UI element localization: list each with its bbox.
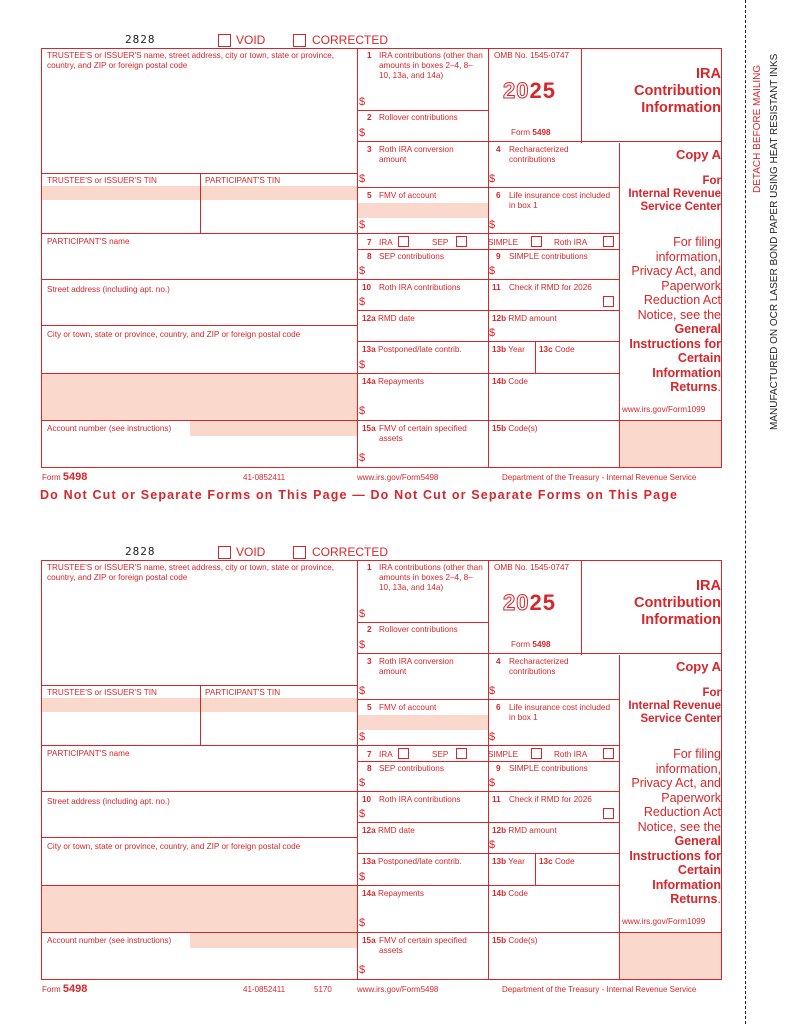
box4-label: Recharacterized contributions [509,145,569,164]
form-5498-copy: 2828 VOID CORRECTED TRUSTEE'S or ISSUER'S name, street address, city or town, state or province, country, and ZIP or foreign postal code TRUSTEE'S or ISSUER'S TIN PARTICIPANT'S TIN PARTICIPANT'S name Street address (including apt. no.) City or town, state or province, country, and ZIP or foreign postal code Account number (see instructions) 1 IRA contributions (other than amounts in boxes 2–4, 8–10, 13a, and 14a) $ 2 Rollover contributions $ OMB No. 1545-0747 2025 Form 5498 IRA Contribution Information 3 Roth IRA conversion amount $ 4 Recharacterized contributions $ 5 FMV of account $ 6 Life insurance cost included in box 1 $ 7 IRA SEP SIMPLE Roth IRA 8 SEP contributions $ 9 SIMPLE contributions $ 10 Roth IRA contributions $ 11 Check if RMD for 2026 12a RMD date 12b RMD amount $ 13a Postponed/late contrib. $ 13b Year 13c Code 14a Repayments $ 14b Code 15a FMV of certain specified assets $ 15b Code(s) Copy A For Internal Revenue Service Center For filing information, Privacy Act, and Paperwork Reduction Act Notice, see the General Instructions for Certain Information Returns. www.irs.gov/Form1099 Form 5498 41-0852411 www.irs.gov/Form5498 Department of the Treasury - Internal Revenue Service [42,33,721,483]
detach-notice: DETACH BEFORE MAILING [752,64,763,193]
form-5498-copy: 2828 VOID CORRECTED TRUSTEE'S or ISSUER'S name, street address, city or town, state or province, country, and ZIP or foreign postal code TRUSTEE'S or ISSUER'S TIN PARTICIPANT'S TIN PARTICIPANT'S name Street address (including apt. no.) City or town, state or province, country, and ZIP or foreign postal code Account number (see instructions) 1 IRA contributions (other than amounts in boxes 2–4, 8–10, 13a, and 14a) $ 2 Rollover contributions $ OMB No. 1545-0747 2025 Form 5498 IRA Contribution Information 3 Roth IRA conversion amount $ 4 Recharacterized contributions $ 5 FMV of account $ 6 Life insurance cost included in box 1 $ 7 IRA SEP SIMPLE Roth IRA 8 SEP contributions $ 9 SIMPLE contributions $ 10 Roth IRA contributions $ 11 Check if RMD for 2026 12a RMD date 12b RMD amount $ 13a Postponed/late contrib. $ 13b Year 13c Code 14a Repayments $ 14b Code 15a FMV of certain specified assets $ 15b Code(s) Copy A For Internal Revenue Service Center For filing information, Privacy Act, and Paperwork Reduction Act Notice, see the General Instructions for Certain Information Returns. www.irs.gov/Form1099 Form 5498 41-0852411 www.irs.gov/Form5498 Department of the Treasury - Internal Revenue Service 5170 [42,545,721,995]
footer-cat-no: 41-0852411 [243,985,286,994]
form-code: 2828 [125,545,156,558]
footer-cat-no: 41-0852411 [243,473,286,482]
form-code: 2828 [125,33,156,46]
trustee-tin-label: TRUSTEE'S or ISSUER'S TIN [47,176,157,185]
instructions-note: For filing information, Privacy Act, and Paperwork Reduction Act Notice, see the General Instructions for Certain Information Returns. [629,747,721,906]
trustee-label: TRUSTEE'S or ISSUER'S name, street address, city or town, state or province, country, and ZIP or foreign postal code [47,563,335,582]
corrected-label: CORRECTED [312,33,389,47]
box8-label: SEP contributions [379,764,444,773]
void-label: VOID [236,545,266,559]
do-not-cut-banner: Do Not Cut or Separate Forms on This Page — Do Not Cut or Separate Forms on This Page [40,488,679,502]
void-checkbox[interactable] [218,546,231,559]
corrected-label: CORRECTED [312,545,389,559]
box1-label: IRA contributions (other than amounts in boxes 2–4, 8–10, 13a, and 14a) [379,563,483,592]
box2-label: Rollover contributions [379,625,458,634]
footer-form: Form 5498 [42,471,88,483]
tax-year: 2025 [503,590,556,615]
tax-year: 2025 [503,78,556,103]
void-checkbox[interactable] [218,34,231,47]
footer-page-code: 5170 [314,985,332,994]
participant-tin-label: PARTICIPANT'S TIN [205,176,281,185]
form-title: IRA Contribution Information [634,578,721,628]
participant-name-label: PARTICIPANT'S name [47,749,130,758]
box9-label: SIMPLE contributions [509,252,588,261]
corrected-checkbox[interactable] [293,546,306,559]
box15a-label: FMV of certain specified assets [379,424,467,443]
footer-url[interactable]: www.irs.gov/Form5498 [357,985,439,994]
copy-label: Copy A [675,659,721,674]
city-label: City or town, state or province, country, and ZIP or foreign postal code [47,330,301,339]
form-number-label: Form 5498 [511,640,551,649]
box10-label: Roth IRA contributions [379,795,461,804]
box7-simple-checkbox[interactable] [531,748,542,759]
box15a-label: FMV of certain specified assets [379,936,467,955]
account-label: Account number (see instructions) [47,424,172,433]
box10-label: Roth IRA contributions [379,283,461,292]
box9-label: SIMPLE contributions [509,764,588,773]
box6-label: Life insurance cost included in box 1 [509,703,611,722]
for-irs-center: For Internal Revenue Service Center [628,175,721,213]
copy-label: Copy A [675,147,721,162]
form-title: IRA Contribution Information [634,66,721,116]
form-number-label: Form 5498 [511,128,551,137]
irs-url-1099[interactable]: www.irs.gov/Form1099 [622,405,706,414]
void-label: VOID [236,33,266,47]
city-label: City or town, state or province, country, and ZIP or foreign postal code [47,842,301,851]
box3-label: Roth IRA conversion amount [379,657,454,676]
footer-dept: Department of the Treasury - Internal Revenue Service [502,985,697,994]
box7-ira-checkbox[interactable] [398,236,409,247]
trustee-tin-label: TRUSTEE'S or ISSUER'S TIN [47,688,157,697]
box3-label: Roth IRA conversion amount [379,145,454,164]
footer-form: Form 5498 [42,983,88,995]
box6-label: Life insurance cost included in box 1 [509,191,611,210]
footer-dept: Department of the Treasury - Internal Revenue Service [502,473,697,482]
box7-ira-checkbox[interactable] [398,748,409,759]
corrected-checkbox[interactable] [293,34,306,47]
for-irs-center: For Internal Revenue Service Center [628,687,721,725]
box8-label: SEP contributions [379,252,444,261]
box7-sep-checkbox[interactable] [456,748,467,759]
box7-simple-checkbox[interactable] [531,236,542,247]
account-label: Account number (see instructions) [47,936,172,945]
trustee-label: TRUSTEE'S or ISSUER'S name, street address, city or town, state or province, country, and ZIP or foreign postal code [47,51,335,70]
box4-label: Recharacterized contributions [509,657,569,676]
box1-label: IRA contributions (other than amounts in boxes 2–4, 8–10, 13a, and 14a) [379,51,483,80]
box11-label: Check if RMD for 2026 [509,283,592,292]
instructions-note: For filing information, Privacy Act, and Paperwork Reduction Act Notice, see the General Instructions for Certain Information Returns. [629,235,721,394]
irs-url-1099[interactable]: www.irs.gov/Form1099 [622,917,706,926]
footer-url[interactable]: www.irs.gov/Form5498 [357,473,439,482]
box5-label: FMV of account [379,191,437,200]
omb-number: OMB No. 1545-0747 [494,51,570,60]
box7-sep-checkbox[interactable] [456,236,467,247]
participant-tin-label: PARTICIPANT'S TIN [205,688,281,697]
paper-notice: MANUFACTURED ON OCR LASER BOND PAPER USING HEAT RESISTANT INKS [769,53,780,430]
street-label: Street address (including apt. no.) [47,797,170,806]
street-label: Street address (including apt. no.) [47,285,170,294]
box11-label: Check if RMD for 2026 [509,795,592,804]
omb-number: OMB No. 1545-0747 [494,563,570,572]
box2-label: Rollover contributions [379,113,458,122]
box5-label: FMV of account [379,703,437,712]
participant-name-label: PARTICIPANT'S name [47,237,130,246]
